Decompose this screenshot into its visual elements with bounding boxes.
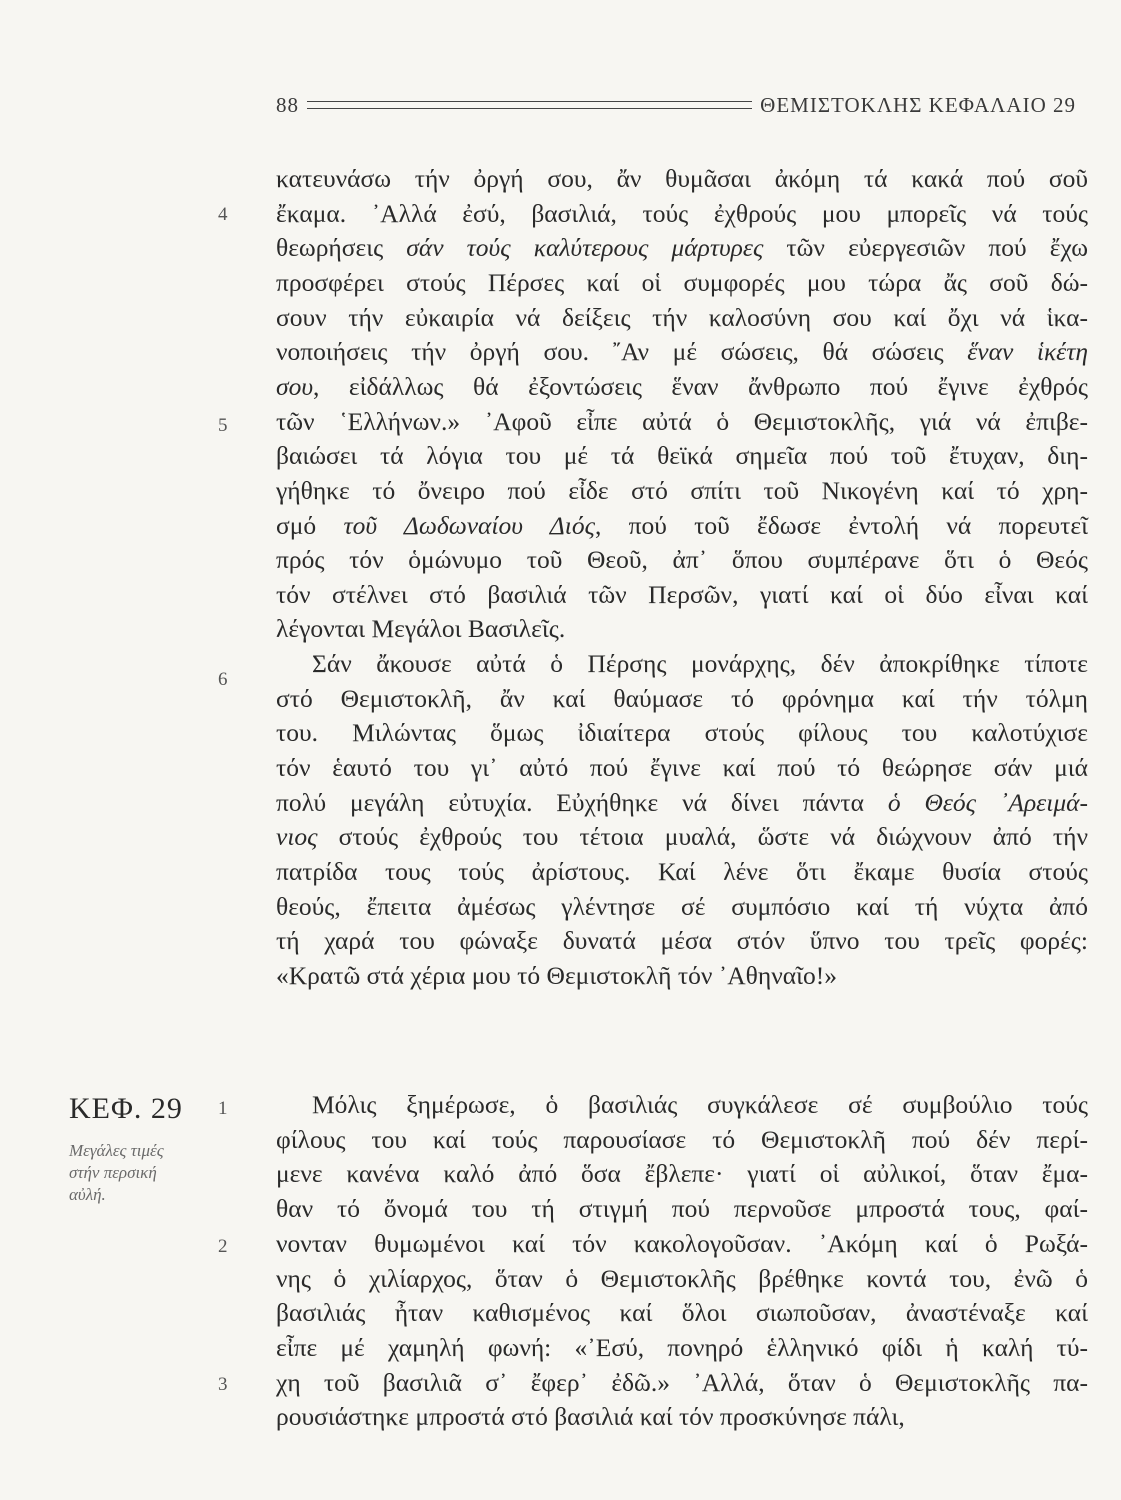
- italic-run: τοῦ Δωδωναίου Διός: [343, 510, 595, 540]
- text-line: [276, 266, 1088, 300]
- text-run: πρός τόν ὁμώνυμο τοῦ Θεοῦ, ἀπ᾿ ὅπου συμπέρανε ὅτι ὁ Θεός: [276, 545, 1088, 575]
- chapter-note-line: Μεγάλες τιμές: [69, 1141, 164, 1160]
- text-line: [276, 1262, 1088, 1296]
- text-line: [276, 751, 1088, 785]
- text-line: [276, 543, 1088, 577]
- text-line: [276, 439, 1088, 473]
- text-line: [276, 1088, 1088, 1122]
- text-line: [276, 612, 1088, 646]
- text-run: ρουσιάστηκε μπροστά στό βασιλιά καί τόν προσκύνησε πάλι,: [276, 1402, 905, 1432]
- text-run: τόν ἑαυτό του γι᾿ αὐτό πού ἔγινε καί πού τό θεώρησε σάν μιά: [276, 753, 1088, 783]
- text-run: νοποιήσεις τήν ὀργή σου. ῎Αν μέ σώσεις, θά σώσεις: [276, 337, 968, 367]
- page-number: 88: [276, 92, 299, 117]
- text-line: [276, 855, 1088, 889]
- text-run: χη τοῦ βασιλιᾶ σ᾿ ἔφερ᾿ ἐδῶ.» ᾿Αλλά, ὅταν ὁ Θεμιστοκλῆς πα-: [276, 1367, 1088, 1397]
- text-run: θεούς, ἔπειτα ἀμέσως γλέντησε σέ συμπόσιο καί τή νύχτα ἀπό: [276, 891, 1088, 921]
- italic-run: ὁ Θεός ᾿Αρειμά-: [887, 787, 1088, 817]
- header-rule: [307, 101, 752, 109]
- text-line: [276, 474, 1088, 508]
- text-line: [276, 924, 1088, 958]
- text-line: [276, 1227, 1088, 1261]
- text-line: [276, 820, 1088, 854]
- text-line: [276, 1192, 1088, 1226]
- section-number: 3: [218, 1374, 228, 1395]
- text-run: στό Θεμιστοκλῆ, ἄν καί θαύμασε τό φρόνημα καί τήν τόλμη: [276, 683, 1088, 713]
- text-line: [276, 335, 1088, 369]
- text-line: [276, 1366, 1088, 1400]
- section-number: 4: [218, 204, 228, 225]
- text-run: γήθηκε τό ὄνειρο πού εἶδε στό σπίτι τοῦ Νικογένη καί τό χρη-: [276, 475, 1088, 505]
- text-run: φίλους του καί τούς παρουσίασε τό Θεμιστοκλῆ πού δέν περί-: [276, 1124, 1088, 1154]
- chapter-label: ΚΕΦ. 29: [69, 1092, 183, 1125]
- text-run: θεωρήσεις: [276, 233, 407, 263]
- text-line: [276, 509, 1088, 543]
- text-run: Σάν ἄκουσε αὐτά ὁ Πέρσης μονάρχης, δέν ἀποκρίθηκε τίποτε: [312, 649, 1088, 679]
- section-number: 1: [218, 1098, 228, 1119]
- text-run: βασιλιάς ἦταν καθισμένος καί ὅλοι σιωποῦσαν, ἀναστέναξε καί: [276, 1298, 1088, 1328]
- text-line: [276, 716, 1088, 750]
- running-title: ΘΕΜΙΣΤΟΚΛΗΣ ΚΕΦΑΛΑΙΟ 29: [760, 92, 1076, 117]
- text-run: «Κρατῶ στά χέρια μου τό Θεμιστοκλῆ τόν ᾿Αθηναῖο!»: [276, 960, 837, 990]
- italic-run: σου: [276, 371, 314, 401]
- text-run: εἶπε μέ χαμηλή φωνή: «᾿Εσύ, πονηρό ἑλληνικό φίδι ἡ καλή τύ-: [276, 1332, 1088, 1362]
- text-run: του. Μιλώντας ὅμως ἰδιαίτερα στούς φίλους του καλοτύχισε: [276, 718, 1088, 748]
- text-run: πατρίδα τους τούς ἀρίστους. Καί λένε ὅτι ἔκαμε θυσία στούς: [276, 857, 1088, 886]
- text-line: [276, 405, 1088, 439]
- section-number: 2: [218, 1236, 228, 1257]
- text-run: ἔκαμα. ᾿Αλλά ἐσύ, βασιλιά, τούς ἐχθρούς μου μπορεῖς νά τούς: [276, 198, 1088, 228]
- text-run: τῶν εὐεργεσιῶν πού ἔχω: [763, 233, 1088, 263]
- text-run: τή χαρά του φώναξε δυνατά μέσα στόν ὕπνο του τρεῖς φορές:: [276, 926, 1088, 956]
- section-number: 6: [218, 669, 228, 690]
- text-run: κατευνάσω τήν ὀργή σου, ἄν θυμᾶσαι ἀκόμη τά κακά πού σοῦ: [276, 164, 1088, 193]
- text-line: [276, 370, 1088, 404]
- text-run: πολύ μεγάλη εὐτυχία. Εὐχήθηκε νά δίνει πάντα: [276, 787, 888, 817]
- text-line: [276, 647, 1088, 681]
- italic-run: νιος: [276, 822, 318, 852]
- text-run: , εἰδάλλως θά ἐξοντώσεις ἕναν ἄνθρωπο πού ἔγινε ἐχθρός: [313, 371, 1088, 401]
- italic-run: ἕναν ἱκέτη: [967, 337, 1089, 367]
- text-line: [276, 1400, 1088, 1434]
- text-line: [276, 197, 1088, 231]
- text-line: [276, 162, 1088, 196]
- text-line: [276, 578, 1088, 612]
- text-run: προσφέρει στούς Πέρσες καί οἱ συμφορές μου τώρα ἄς σοῦ δώ-: [276, 267, 1088, 297]
- text-run: θαν τό ὄνομά του τή στιγμή πού περνοῦσε μπροστά τους, φαί-: [276, 1194, 1088, 1224]
- text-line: [276, 1331, 1088, 1365]
- text-run: βαιώσει τά λόγια του μέ τά θεϊκά σημεῖα πού τοῦ ἔτυχαν, διη-: [276, 441, 1088, 471]
- text-run: τόν στέλνει στό βασιλιά τῶν Περσῶν, γιατί καί οἱ δύο εἶναι καί: [276, 579, 1088, 609]
- text-run: σμό: [276, 510, 344, 540]
- text-run: λέγονται Μεγάλοι Βασιλεῖς.: [276, 614, 566, 644]
- text-run: , πού τοῦ ἔδωσε ἐντολή νά πορευτεῖ: [594, 510, 1088, 540]
- text-run: νονταν θυμωμένοι καί τόν κακολογοῦσαν. ᾿Ακόμη καί ὁ Ρωξά-: [276, 1228, 1088, 1258]
- text-line: [276, 890, 1088, 924]
- text-line: [276, 1157, 1088, 1191]
- text-line: [276, 301, 1088, 335]
- chapter-note-line: αὐλή.: [69, 1185, 106, 1204]
- text-run: Μόλις ξημέρωσε, ὁ βασιλιάς συγκάλεσε σέ συμβούλιο τούς: [312, 1090, 1088, 1119]
- text-line: [276, 231, 1088, 265]
- text-run: στούς ἐχθρούς του τέτοια μυαλά, ὥστε νά διώχνουν ἀπό τήν: [317, 822, 1088, 852]
- chapter-note-line: στήν περσική: [69, 1163, 157, 1182]
- text-line: [276, 959, 1088, 993]
- text-run: σουν τήν εὐκαιρία νά δείξεις τήν καλοσύνη σου καί ὄχι νά ἱκα-: [276, 302, 1088, 332]
- italic-run: σάν τούς καλύτερους μάρτυρες: [406, 233, 764, 263]
- text-run: τῶν ῾Ελλήνων.» ᾿Αφοῦ εἶπε αὐτά ὁ Θεμιστοκλῆς, γιά νά ἐπιβε-: [276, 406, 1088, 436]
- text-run: μενε κανένα καλό ἀπό ὅσα ἔβλεπε· γιατί οἱ αὐλικοί, ὅταν ἔμα-: [276, 1159, 1088, 1189]
- section-number: 5: [218, 415, 228, 436]
- text-run: νης ὁ χιλίαρχος, ὅταν ὁ Θεμιστοκλῆς βρέθηκε κοντά του, ἐνῶ ὁ: [276, 1263, 1088, 1293]
- text-line: [276, 1296, 1088, 1330]
- text-line: [276, 682, 1088, 716]
- text-line: [276, 1123, 1088, 1157]
- running-header: [276, 90, 1076, 120]
- text-line: [276, 786, 1088, 820]
